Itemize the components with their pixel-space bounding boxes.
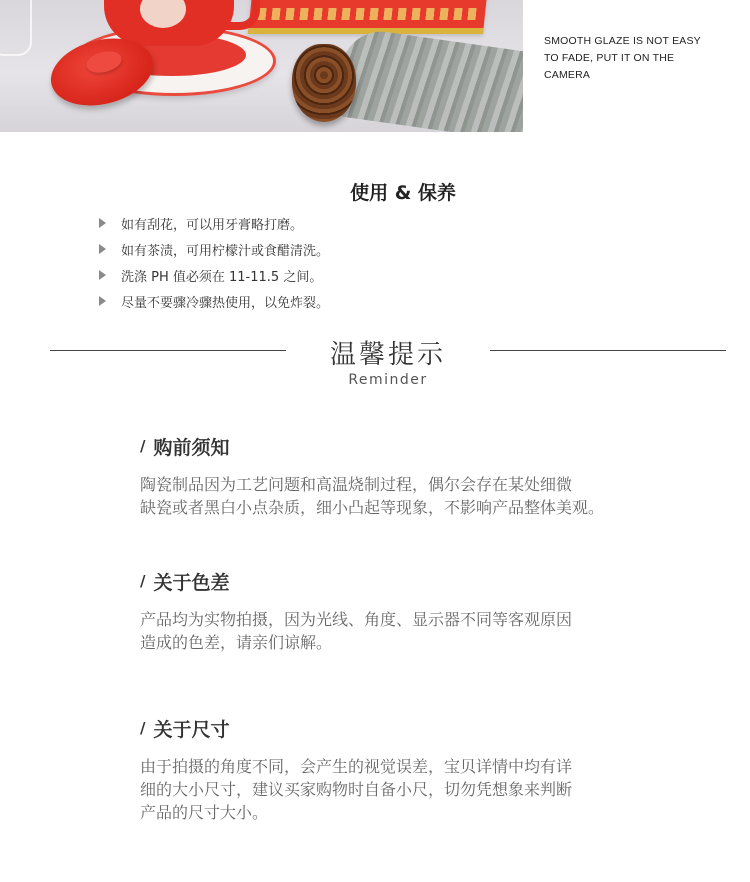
- bullet-triangle-icon: [99, 296, 106, 306]
- note-body: [140, 473, 700, 519]
- care-item-text: 洗涤 PH 值必须在 11-11.5 之间。: [121, 269, 323, 285]
- note-line: 陶瓷制品因为工艺问题和高温烧制过程，偶尔会存在某处细微: [140, 475, 573, 494]
- note-line: 由于拍摄的角度不同，会产生的视觉误差，宝贝详情中均有详: [140, 757, 573, 776]
- list-item: [99, 288, 329, 314]
- grey-cloth-shape: [335, 27, 523, 132]
- care-title: 使用 & 保养: [350, 182, 456, 204]
- divider-left: [50, 350, 286, 351]
- caption-line: TO FADE, PUT IT ON THE: [544, 52, 675, 64]
- photo-caption: [544, 33, 744, 84]
- divider-right: [490, 350, 726, 351]
- list-item: [99, 236, 329, 262]
- care-section: [73, 160, 733, 332]
- caption-line: SMOOTH GLAZE IS NOT EASY: [544, 35, 701, 47]
- product-photo: [0, 0, 523, 132]
- note-heading-text: 关于色差: [153, 571, 230, 594]
- glass-cup-shape: [0, 0, 32, 56]
- note-line: 细的大小尺寸，建议买家购物时自备小尺，切勿凭想象来判断: [140, 780, 573, 799]
- care-item-text: 尽量不要骤冷骤热使用，以免炸裂。: [121, 295, 330, 311]
- gift-box-shape: [248, 0, 487, 34]
- slash-icon: /: [140, 572, 146, 590]
- slash-icon: /: [140, 719, 146, 737]
- note-heading: [140, 432, 700, 460]
- note-line: 缺瓷或者黑白小点杂质，细小凸起等现象，不影响产品整体美观。: [140, 498, 605, 517]
- bullet-triangle-icon: [99, 244, 106, 254]
- note-color-difference: [140, 567, 700, 654]
- list-item: [99, 210, 329, 236]
- note-line: 造成的色差，请亲们谅解。: [140, 633, 333, 652]
- note-heading: [140, 714, 700, 742]
- note-heading: [140, 567, 700, 595]
- bullet-triangle-icon: [99, 270, 106, 280]
- care-item-text: 如有刮花，可以用牙膏略打磨。: [121, 217, 304, 233]
- care-item-text: 如有茶渍，可用柠檬汁或食醋清洗。: [121, 243, 330, 259]
- note-line: 产品的尺寸大小。: [140, 803, 269, 822]
- note-heading-text: 购前须知: [153, 436, 230, 459]
- slash-icon: /: [140, 437, 146, 455]
- note-body: [140, 608, 700, 654]
- note-heading-text: 关于尺寸: [153, 718, 230, 741]
- reminder-title: 温馨提示: [329, 340, 446, 370]
- note-before-purchase: [140, 432, 700, 519]
- note-body: [140, 755, 700, 824]
- note-size: [140, 714, 700, 824]
- care-list: [99, 210, 329, 314]
- bullet-triangle-icon: [99, 218, 106, 228]
- reminder-subtitle: Reminder: [348, 372, 428, 388]
- list-item: [99, 262, 329, 288]
- caption-line: CAMERA: [544, 69, 591, 81]
- note-line: 产品均为实物拍摄，因为光线、角度、显示器不同等客观原因: [140, 610, 573, 629]
- pine-cone-shape: [292, 44, 356, 122]
